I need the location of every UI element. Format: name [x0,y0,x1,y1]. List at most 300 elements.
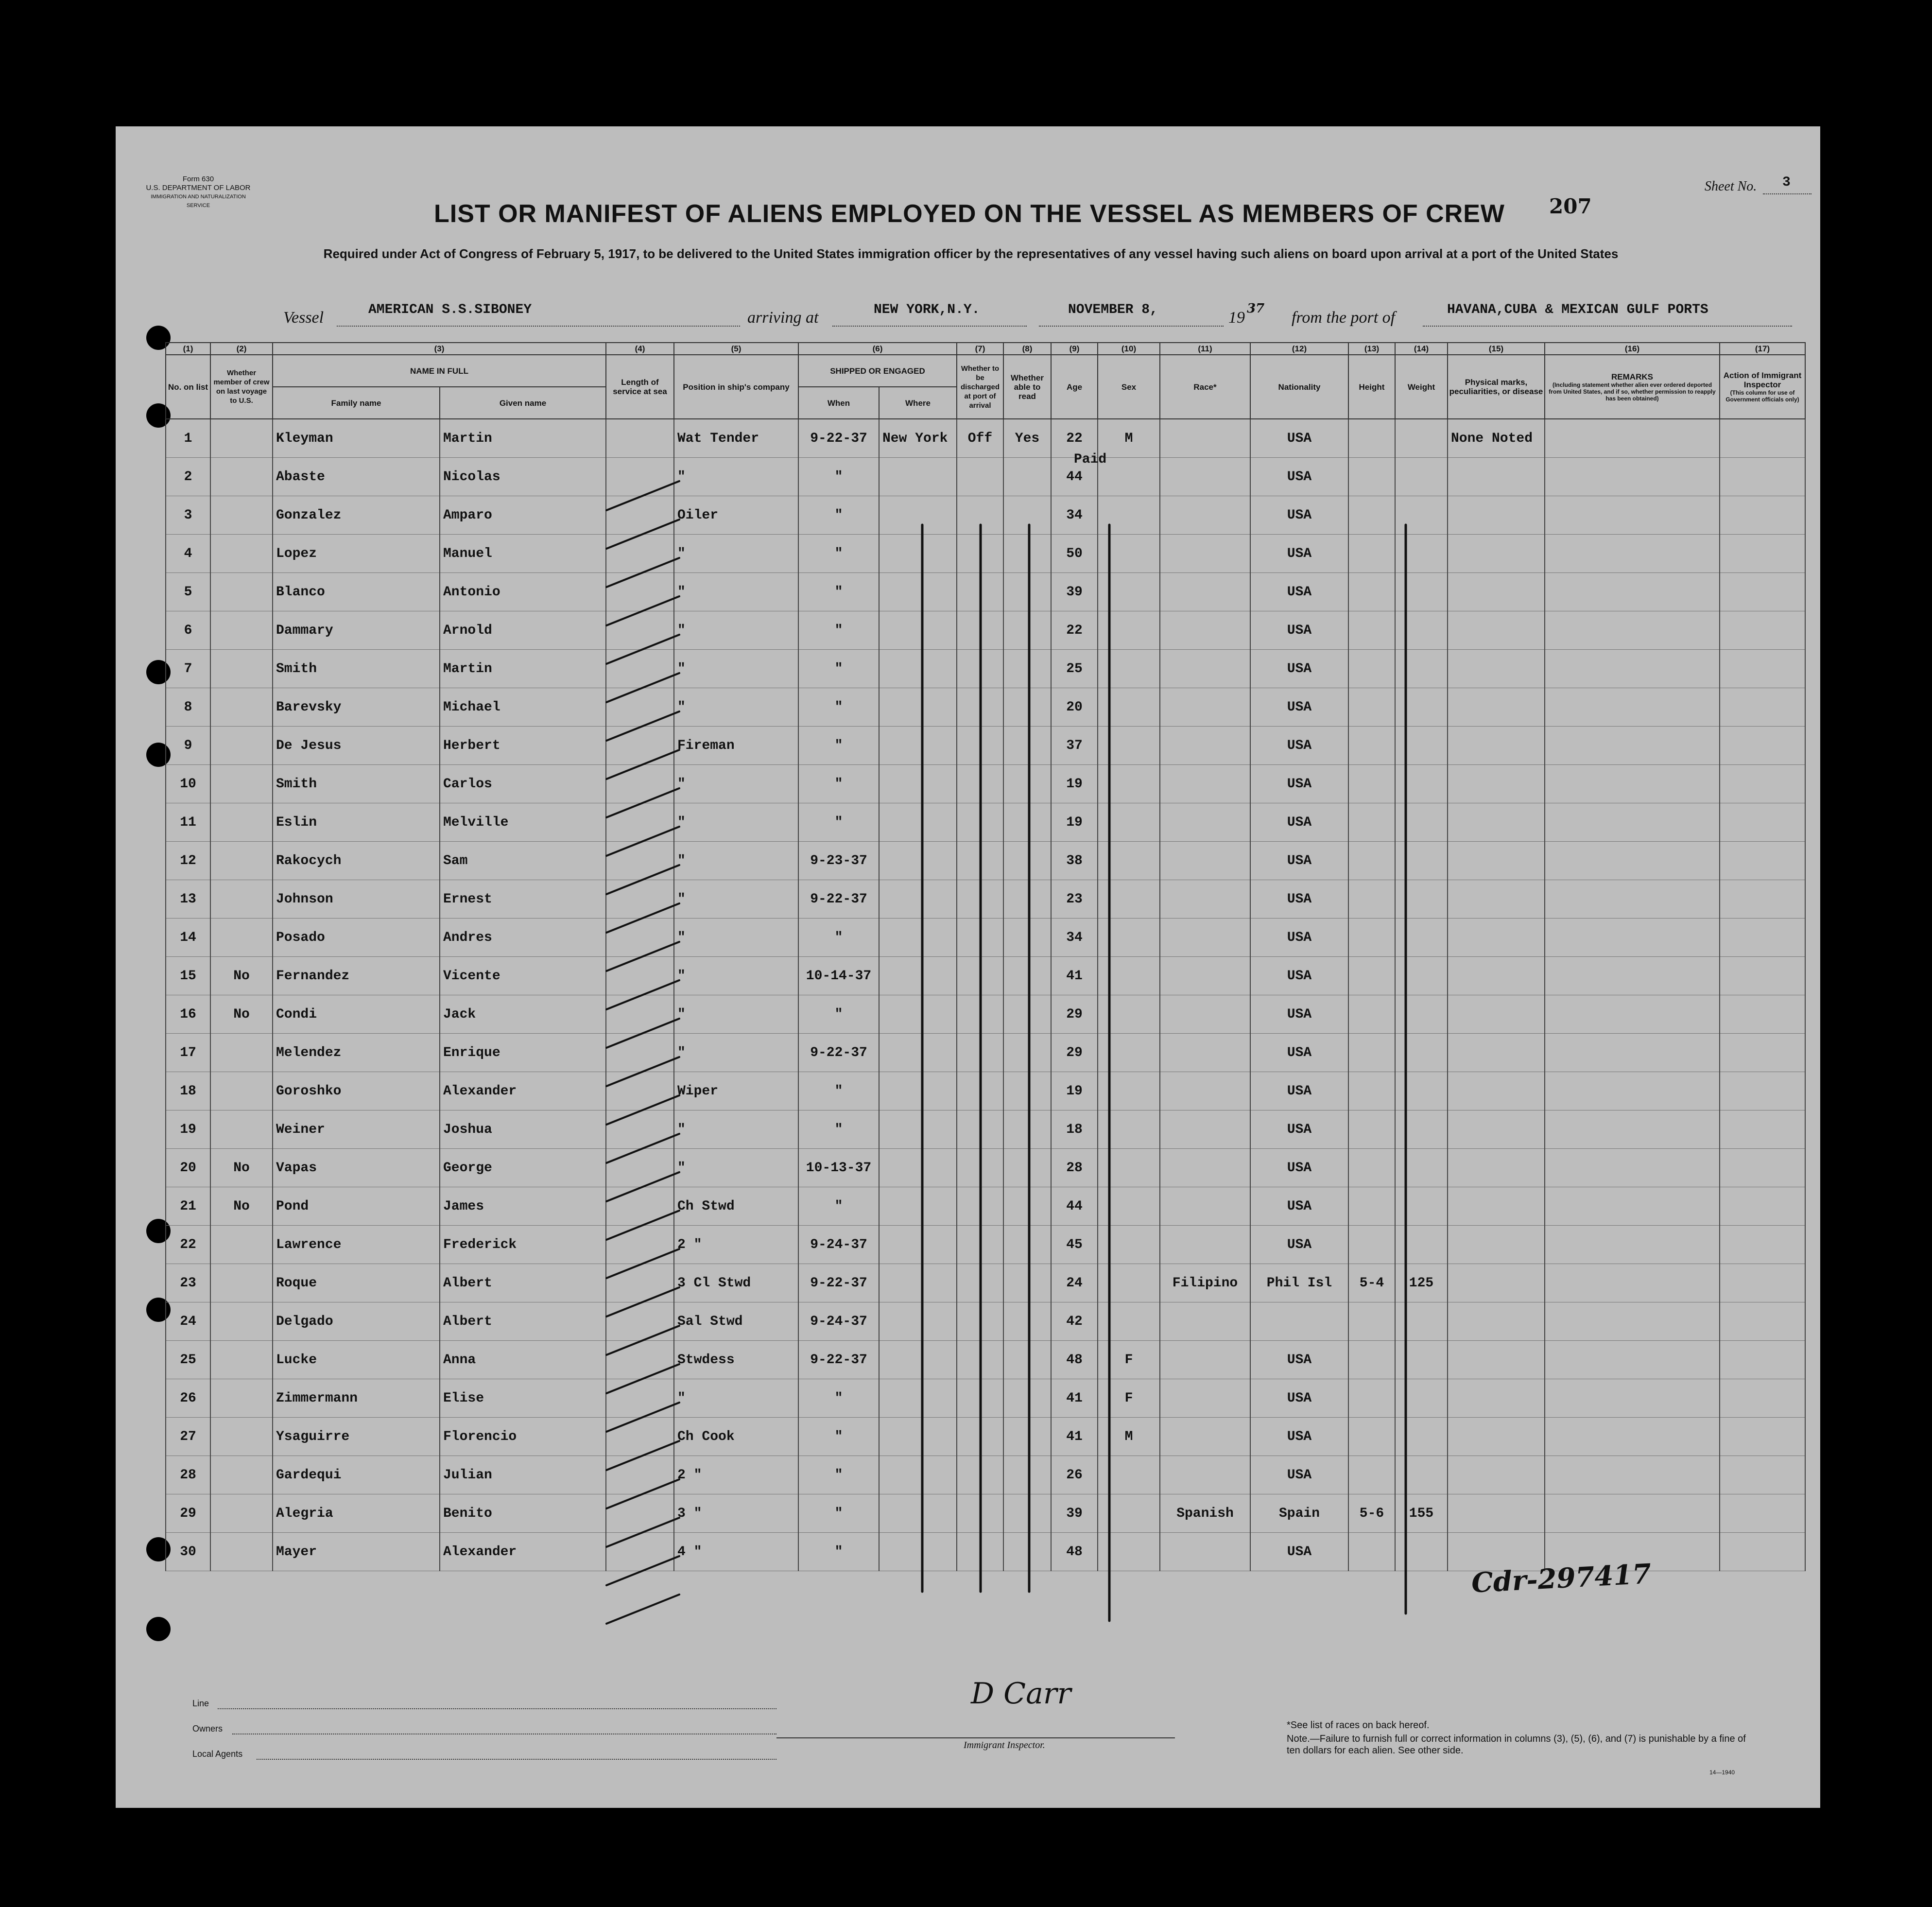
family-name-cell: Lawrence [273,1226,440,1264]
family-name-cell: Abaste [273,458,440,496]
nationality-cell: Phil Isl [1250,1264,1348,1302]
given-name-cell: Benito [440,1494,606,1533]
row-number-cell: 20 [166,1149,210,1187]
able-to-read-cell: Yes [1003,419,1051,458]
row-number-cell: 18 [166,1072,210,1110]
check-mark [606,980,679,1009]
position-cell: " [674,535,798,573]
family-name-cell: Roque [273,1264,440,1302]
races-note: *See list of races on back hereof. [1287,1720,1430,1731]
nationality-cell: USA [1250,880,1348,919]
given-name-cell: Ernest [440,880,606,919]
physical-marks-cell: None Noted [1448,419,1545,458]
nationality-cell: Spain [1250,1494,1348,1533]
age-cell: 34 [1051,919,1098,957]
nationality-cell: USA [1250,1034,1348,1072]
family-name-cell: Pond [273,1187,440,1226]
position-cell: " [674,611,798,650]
nationality-cell: USA [1250,1149,1348,1187]
row-number-cell: 13 [166,880,210,919]
shipped-when-cell: " [798,1494,879,1533]
row-number-cell: 29 [166,1494,210,1533]
colnum: (8) [1003,343,1051,355]
age-cell: 41 [1051,1418,1098,1456]
nationality-cell: USA [1250,573,1348,611]
row-number-cell: 10 [166,765,210,803]
nationality-cell: USA [1250,1418,1348,1456]
check-mark [606,711,679,741]
shipped-when-cell: " [798,1418,879,1456]
col-no-on-list: No. on list [166,355,210,419]
member-last-voyage-cell: No [210,995,273,1034]
family-name-cell: Alegria [273,1494,440,1533]
given-name-cell: Vicente [440,957,606,995]
position-cell: " [674,458,798,496]
check-mark [606,481,679,510]
check-mark [606,865,679,894]
manifest-sheet [116,126,1820,1808]
member-last-voyage-cell: No [210,957,273,995]
line-label: Line [192,1699,209,1708]
shipped-when-cell: 10-13-37 [798,1149,879,1187]
given-name-cell: Antonio [440,573,606,611]
age-cell: 37 [1051,727,1098,765]
family-name-cell: Vapas [273,1149,440,1187]
race-cell: Filipino [1160,1264,1250,1302]
nationality-cell: USA [1250,650,1348,688]
check-mark [606,1287,679,1317]
family-name-cell: De Jesus [273,727,440,765]
given-name-cell: George [440,1149,606,1187]
given-name-cell: Florencio [440,1418,606,1456]
family-name-cell: Fernandez [273,957,440,995]
row-number-cell: 14 [166,919,210,957]
family-name-cell: Gardequi [273,1456,440,1494]
age-cell: 50 [1051,535,1098,573]
given-name-cell: Sam [440,842,606,880]
given-name-cell: Arnold [440,611,606,650]
shipped-when-cell: " [798,1456,879,1494]
given-name-cell: Jack [440,995,606,1034]
shipped-when-cell: " [798,1533,879,1571]
col-length-service: Length of service at sea [606,355,674,419]
local-agents-label: Local Agents [192,1749,243,1759]
row-number-cell: 9 [166,727,210,765]
position-cell: " [674,803,798,842]
colnum: (12) [1250,343,1348,355]
remarks-title: REMARKS [1611,372,1653,381]
check-mark [606,1172,679,1201]
shipped-when-cell: 9-22-37 [798,1264,879,1302]
nationality-cell: USA [1250,1072,1348,1110]
row-number-cell: 8 [166,688,210,727]
member-last-voyage-cell: No [210,1187,273,1226]
check-mark [606,942,679,971]
check-mark [606,1403,679,1432]
sex-cell: F [1098,1379,1160,1418]
colnum: (3) [273,343,606,355]
age-cell: 45 [1051,1226,1098,1264]
vessel-value: AMERICAN S.S.SIBONEY [368,302,532,317]
family-name-cell: Condi [273,995,440,1034]
nationality-cell: USA [1250,995,1348,1034]
given-name-cell: Joshua [440,1110,606,1149]
arrival-port: NEW YORK,N.Y. [874,302,980,317]
check-mark [606,635,679,664]
nationality-cell: USA [1250,535,1348,573]
colnum: (6) [798,343,957,355]
age-cell: 29 [1051,1034,1098,1072]
family-name-cell: Barevsky [273,688,440,727]
stamp-number: 207 [1549,194,1592,218]
row-number-cell: 21 [166,1187,210,1226]
position-cell: Wat Tender [674,419,798,458]
age-cell: 44 [1051,458,1098,496]
given-name-cell: Enrique [440,1034,606,1072]
family-name-cell: Johnson [273,880,440,919]
given-name-cell: James [440,1187,606,1226]
given-name-cell: Martin [440,650,606,688]
nationality-cell: USA [1250,727,1348,765]
from-port-value: HAVANA,CUBA & MEXICAN GULF PORTS [1447,302,1708,317]
nationality-cell: USA [1250,1456,1348,1494]
nationality-cell: USA [1250,419,1348,458]
age-cell: 28 [1051,1149,1098,1187]
shipped-when-cell: 9-22-37 [798,1341,879,1379]
colnum: (13) [1348,343,1395,355]
age-cell: 48 [1051,1341,1098,1379]
shipped-when-cell: " [798,803,879,842]
age-cell: 19 [1051,1072,1098,1110]
col-race: Race* [1160,355,1250,419]
nationality-cell: USA [1250,688,1348,727]
nationality-cell: USA [1250,1341,1348,1379]
shipped-when-cell: " [798,1379,879,1418]
age-cell: 26 [1051,1456,1098,1494]
print-code: 14—1940 [1709,1769,1735,1776]
nationality-cell: USA [1250,919,1348,957]
family-name-cell: Zimmermann [273,1379,440,1418]
sex-cell: M [1098,1418,1160,1456]
given-name-cell: Albert [440,1302,606,1341]
position-cell: 3 " [674,1494,798,1533]
family-name-cell: Kleyman [273,419,440,458]
colnum: (10) [1098,343,1160,355]
family-name-cell: Goroshko [273,1072,440,1110]
height-cell: 5-4 [1348,1264,1395,1302]
col-position: Position in ship's company [674,355,798,419]
col-family-name: Family name [273,387,440,419]
sheet-label: Sheet No. [1705,179,1757,194]
check-mark [606,1595,679,1624]
check-mark [606,1326,679,1355]
col-given-name: Given name [440,387,606,419]
row-number-cell: 26 [166,1379,210,1418]
check-mark [606,1249,679,1278]
shipped-when-cell: " [798,1072,879,1110]
age-cell: 39 [1051,1494,1098,1533]
shipped-when-cell: " [798,919,879,957]
weight-cell: 125 [1395,1264,1448,1302]
age-cell: 19 [1051,803,1098,842]
member-last-voyage-cell: No [210,1149,273,1187]
position-cell: 2 " [674,1226,798,1264]
department: U.S. DEPARTMENT OF LABOR [146,184,251,192]
shipped-where-cell: New York [879,419,957,458]
check-mark [606,1518,679,1547]
check-mark [606,673,679,702]
shipped-when-cell: " [798,496,879,535]
position-cell: Fireman [674,727,798,765]
row-number-cell: 5 [166,573,210,611]
row-number-cell: 15 [166,957,210,995]
age-cell: 22 [1051,419,1098,458]
family-name-cell: Smith [273,765,440,803]
check-mark [606,1364,679,1393]
col-when: When [798,387,879,419]
inspector-signature: D Carr [971,1677,1071,1711]
nationality-cell: USA [1250,1533,1348,1571]
family-name-cell: Delgado [273,1302,440,1341]
age-cell: 22 [1051,611,1098,650]
nationality-cell: USA [1250,496,1348,535]
row-number-cell: 27 [166,1418,210,1456]
sheet-number: 3 [1782,175,1791,190]
action-note: (This column for use of Government officials only) [1725,389,1799,403]
check-mark [606,750,679,779]
vessel-label: Vessel [283,309,324,327]
form-number: Form 630 [182,175,214,183]
check-mark [606,558,679,587]
position-cell: " [674,842,798,880]
shipped-when-cell: 9-24-37 [798,1302,879,1341]
check-mark [606,1479,679,1508]
row-number-cell: 19 [166,1110,210,1149]
shipped-when-cell: " [798,650,879,688]
given-name-cell: Anna [440,1341,606,1379]
nationality-cell: USA [1250,957,1348,995]
position-cell: " [674,919,798,957]
row-number-cell: 1 [166,419,210,458]
shipped-when-cell: " [798,535,879,573]
from-port-label: from the port of [1292,309,1396,327]
family-name-cell: Gonzalez [273,496,440,535]
nationality-cell: USA [1250,1187,1348,1226]
position-cell: " [674,688,798,727]
shipped-when-cell: 9-23-37 [798,842,879,880]
row-number-cell: 16 [166,995,210,1034]
position-cell: 2 " [674,1456,798,1494]
family-name-cell: Mayer [273,1533,440,1571]
sex-cell: M [1098,419,1160,458]
year-prefix: 19 [1228,309,1245,327]
colnum: (5) [674,343,798,355]
check-mark [606,1556,679,1585]
colnum: (9) [1051,343,1098,355]
colnum: (15) [1448,343,1545,355]
height-cell: 5-6 [1348,1494,1395,1533]
shipped-when-cell: 10-14-37 [798,957,879,995]
nationality-cell: USA [1250,765,1348,803]
position-cell: " [674,1034,798,1072]
row-number-cell: 22 [166,1226,210,1264]
position-cell: " [674,995,798,1034]
row-number-cell: 12 [166,842,210,880]
family-name-cell: Ysaguirre [273,1418,440,1456]
check-mark [606,827,679,856]
family-name-cell: Lucke [273,1341,440,1379]
nationality-cell: USA [1250,611,1348,650]
row-number-cell: 7 [166,650,210,688]
race-cell: Spanish [1160,1494,1250,1533]
colnum: (4) [606,343,674,355]
given-name-cell: Carlos [440,765,606,803]
position-cell: " [674,650,798,688]
penalty-note: Note.—Failure to furnish full or correct information in columns (3), (5), (6), and (7) is punishable by a fine of ten dollars for each alien. See other side. [1287,1734,1746,1756]
given-name-cell: Martin [440,419,606,458]
age-cell: 41 [1051,1379,1098,1418]
action-title: Action of Immigrant Inspector [1723,371,1802,389]
check-mark [606,596,679,625]
family-name-cell: Blanco [273,573,440,611]
colnum: (1) [166,343,210,355]
row-number-cell: 30 [166,1533,210,1571]
age-cell: 41 [1051,957,1098,995]
remarks-note: (Including statement whether alien ever ordered deported from United States, and if so, whether permission to reapply has been obtained) [1549,381,1716,402]
position-cell: " [674,1110,798,1149]
shipped-when-cell: " [798,1110,879,1149]
position-cell: " [674,957,798,995]
row-number-cell: 6 [166,611,210,650]
col-age: Age [1051,355,1098,419]
weight-cell: 155 [1395,1494,1448,1533]
family-name-cell: Weiner [273,1110,440,1149]
position-cell: Ch Stwd [674,1187,798,1226]
position-cell: Ch Cook [674,1418,798,1456]
check-mark [606,1057,679,1086]
given-name-cell: Melville [440,803,606,842]
nationality-cell: USA [1250,803,1348,842]
age-cell: 20 [1051,688,1098,727]
check-mark [606,1211,679,1240]
paid-note: Paid [1074,452,1107,467]
col-where: Where [879,387,957,419]
col-shipped: SHIPPED OR ENGAGED [798,355,957,387]
given-name-cell: Alexander [440,1072,606,1110]
age-cell: 48 [1051,1533,1098,1571]
shipped-when-cell: 9-22-37 [798,1034,879,1072]
year-suffix: 37 [1247,301,1265,316]
page-subtitle: Required under Act of Congress of February 5, 1917, to be delivered to the United States immigration officer by the representatives of any vessel having such aliens on board upon arrival at a port of the United States [323,246,1619,261]
check-mark [606,1134,679,1163]
age-cell: 39 [1051,573,1098,611]
row-number-cell: 3 [166,496,210,535]
position-cell: 4 " [674,1533,798,1571]
row-number-cell: 25 [166,1341,210,1379]
nationality-cell: USA [1250,842,1348,880]
discharged-cell: Off [957,419,1003,458]
shipped-when-cell: " [798,1187,879,1226]
service: IMMIGRATION AND NATURALIZATION SERVICE [151,194,246,208]
age-cell: 19 [1051,765,1098,803]
family-name-cell: Dammary [273,611,440,650]
shipped-when-cell: " [798,611,879,650]
position-cell: " [674,1379,798,1418]
colnum: (17) [1720,343,1805,355]
owners-label: Owners [192,1724,223,1734]
shipped-when-cell: 9-24-37 [798,1226,879,1264]
row-number-cell: 17 [166,1034,210,1072]
sex-cell: F [1098,1341,1160,1379]
shipped-when-cell: 9-22-37 [798,419,879,458]
row-number-cell: 11 [166,803,210,842]
check-mark [606,1095,679,1125]
shipped-when-cell: " [798,688,879,727]
position-cell: " [674,1149,798,1187]
check-mark [606,1441,679,1470]
position-cell: 3 Cl Stwd [674,1264,798,1302]
shipped-when-cell: " [798,765,879,803]
age-cell: 44 [1051,1187,1098,1226]
shipped-when-cell: " [798,458,879,496]
given-name-cell: Nicolas [440,458,606,496]
position-cell: Stwdess [674,1341,798,1379]
given-name-cell: Manuel [440,535,606,573]
age-cell: 23 [1051,880,1098,919]
col-discharged: Whether to be discharged at port of arrival [957,355,1003,419]
row-number-cell: 23 [166,1264,210,1302]
given-name-cell: Frederick [440,1226,606,1264]
given-name-cell: Amparo [440,496,606,535]
arriving-label: arriving at [747,309,819,327]
family-name-cell: Smith [273,650,440,688]
given-name-cell: Andres [440,919,606,957]
col-physical-marks: Physical marks, peculiarities, or disease [1448,355,1545,419]
nationality-cell: USA [1250,1110,1348,1149]
age-cell: 29 [1051,995,1098,1034]
nationality-cell: USA [1250,458,1348,496]
colnum: (7) [957,343,1003,355]
shipped-when-cell: " [798,995,879,1034]
row-number-cell: 4 [166,535,210,573]
position-cell: Wiper [674,1072,798,1110]
age-cell: 34 [1051,496,1098,535]
page-title: LIST OR MANIFEST OF ALIENS EMPLOYED ON THE VESSEL AS MEMBERS OF CREW [434,200,1505,228]
age-cell: 18 [1051,1110,1098,1149]
position-cell: " [674,880,798,919]
family-name-cell: Lopez [273,535,440,573]
given-name-cell: Herbert [440,727,606,765]
check-mark [606,903,679,933]
age-cell: 24 [1051,1264,1098,1302]
remarks-handwritten: Cdr-297417 [1470,1558,1652,1599]
row-number-cell: 2 [166,458,210,496]
position-cell: " [674,573,798,611]
nationality-cell: USA [1250,1226,1348,1264]
shipped-when-cell: " [798,573,879,611]
col-sex: Sex [1098,355,1160,419]
colnum: (14) [1395,343,1448,355]
col-weight: Weight [1395,355,1448,419]
col-nationality: Nationality [1250,355,1348,419]
age-cell: 38 [1051,842,1098,880]
check-mark [606,1019,679,1048]
age-cell: 25 [1051,650,1098,688]
check-mark [606,788,679,817]
nationality-cell: USA [1250,1379,1348,1418]
given-name-cell: Albert [440,1264,606,1302]
arrival-date: NOVEMBER 8, [1068,302,1158,317]
